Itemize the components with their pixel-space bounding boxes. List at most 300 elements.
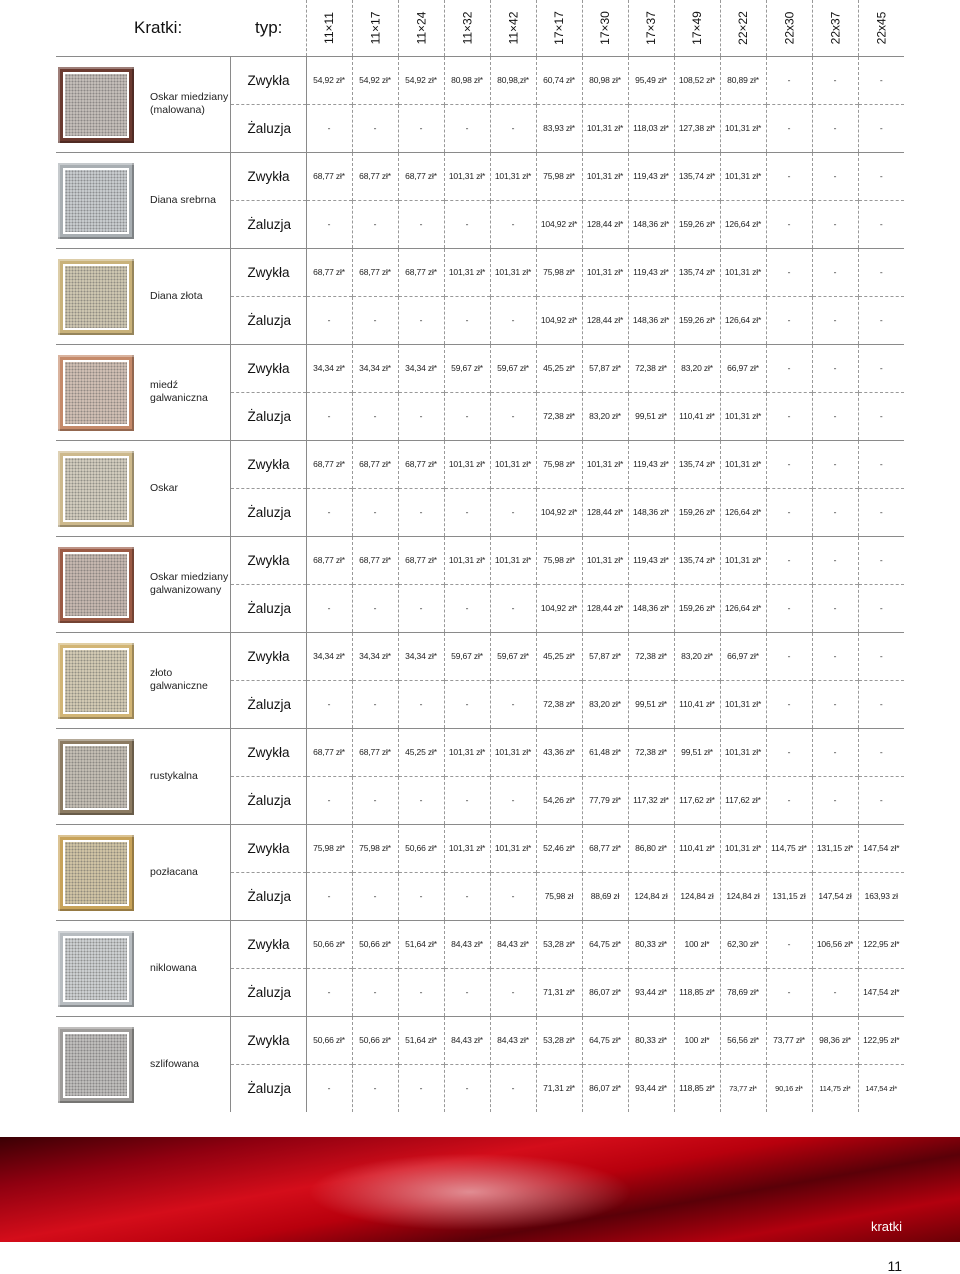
price-cell: - xyxy=(490,968,536,1016)
price-cell: - xyxy=(444,968,490,1016)
price-cell: 135,74 zł* xyxy=(674,440,720,488)
grille-mesh xyxy=(65,266,127,328)
price-cell: 101,31 zł* xyxy=(490,248,536,296)
price-cell: 93,44 zł* xyxy=(628,968,674,1016)
grille-type-label: Zwykła xyxy=(230,1016,306,1064)
price-cell: - xyxy=(812,968,858,1016)
price-cell: 34,34 zł* xyxy=(398,632,444,680)
price-cell: 34,34 zł* xyxy=(352,632,398,680)
size-header: 11×17 xyxy=(352,0,398,56)
product-name: Oskar miedziany (malowana) xyxy=(138,56,230,152)
price-cell: 104,92 zł* xyxy=(536,200,582,248)
price-cell: 159,26 zł* xyxy=(674,584,720,632)
price-cell: 104,92 zł* xyxy=(536,584,582,632)
price-cell: 68,77 zł* xyxy=(306,248,352,296)
price-cell: 86,07 zł* xyxy=(582,968,628,1016)
price-cell: - xyxy=(766,248,812,296)
price-cell: 45,25 zł* xyxy=(536,632,582,680)
price-cell: - xyxy=(766,488,812,536)
price-cell: - xyxy=(766,536,812,584)
price-cell: - xyxy=(766,680,812,728)
price-cell: - xyxy=(352,392,398,440)
price-cell: - xyxy=(306,584,352,632)
price-cell: 101,31 zł* xyxy=(444,248,490,296)
price-cell: 95,49 zł* xyxy=(628,56,674,104)
price-cell: 53,28 zł* xyxy=(536,920,582,968)
price-cell: - xyxy=(766,968,812,1016)
price-cell: 84,43 zł* xyxy=(490,920,536,968)
price-cell: 68,77 zł* xyxy=(398,440,444,488)
grille-mesh xyxy=(65,554,127,616)
price-cell: - xyxy=(398,776,444,824)
price-cell: 50,66 zł* xyxy=(306,1016,352,1064)
price-cell: 101,31 zł* xyxy=(444,152,490,200)
price-cell: - xyxy=(858,296,904,344)
price-cell: 68,77 zł* xyxy=(306,152,352,200)
grille-type-label: Zwykła xyxy=(230,632,306,680)
price-cell: 59,67 zł* xyxy=(490,632,536,680)
price-cell: 73,77 zł* xyxy=(720,1064,766,1112)
price-cell: 101,31 zł* xyxy=(720,248,766,296)
price-cell: 68,77 zł* xyxy=(398,536,444,584)
price-cell: 73,77 zł* xyxy=(766,1016,812,1064)
price-cell: 88,69 zł xyxy=(582,872,628,920)
price-cell: 122,95 zł* xyxy=(858,1016,904,1064)
price-cell: - xyxy=(812,56,858,104)
price-cell: 50,66 zł* xyxy=(352,1016,398,1064)
price-cell: 68,77 zł* xyxy=(352,152,398,200)
grille-type-label: Zwykła xyxy=(230,824,306,872)
price-cell: 148,36 zł* xyxy=(628,584,674,632)
price-cell: 57,87 zł* xyxy=(582,632,628,680)
grille-mesh xyxy=(65,746,127,808)
price-cell: - xyxy=(490,392,536,440)
table-row xyxy=(56,536,904,584)
price-cell: 126,64 zł* xyxy=(720,584,766,632)
price-cell: - xyxy=(398,104,444,152)
grille-mesh xyxy=(65,1034,127,1096)
price-cell: 54,26 zł* xyxy=(536,776,582,824)
size-header: 11×42 xyxy=(490,0,536,56)
price-cell: - xyxy=(398,872,444,920)
price-cell: 124,84 zł xyxy=(720,872,766,920)
product-thumbnail-cell xyxy=(56,344,138,440)
price-cell: 72,38 zł* xyxy=(628,344,674,392)
price-cell: 59,67 zł* xyxy=(444,344,490,392)
price-cell: 101,31 zł* xyxy=(490,536,536,584)
type-header: typ: xyxy=(255,17,283,37)
price-cell: - xyxy=(306,296,352,344)
price-cell: 43,36 zł* xyxy=(536,728,582,776)
price-cell: 84,43 zł* xyxy=(444,920,490,968)
price-cell: 34,34 zł* xyxy=(352,344,398,392)
grille-type-label: Żaluzja xyxy=(230,104,306,152)
grille-mesh xyxy=(65,842,127,904)
price-cell: - xyxy=(444,680,490,728)
product-thumbnail-cell xyxy=(56,728,138,824)
price-cell: 104,92 zł* xyxy=(536,488,582,536)
price-cell: 57,87 zł* xyxy=(582,344,628,392)
price-cell: - xyxy=(766,200,812,248)
price-cell: 80,33 zł* xyxy=(628,1016,674,1064)
size-header: 11×11 xyxy=(306,0,352,56)
grille-type-label: Żaluzja xyxy=(230,968,306,1016)
price-cell: 51,64 zł* xyxy=(398,1016,444,1064)
price-cell: - xyxy=(398,296,444,344)
price-cell: - xyxy=(766,728,812,776)
price-cell: 72,38 zł* xyxy=(628,632,674,680)
price-cell: - xyxy=(352,200,398,248)
price-cell: 135,74 zł* xyxy=(674,536,720,584)
product-image xyxy=(58,163,134,239)
price-cell: 62,30 zł* xyxy=(720,920,766,968)
price-cell: 34,34 zł* xyxy=(398,344,444,392)
price-cell: 101,31 zł* xyxy=(444,824,490,872)
product-name: Oskar miedziany galwanizowany xyxy=(138,536,230,632)
price-cell: - xyxy=(858,632,904,680)
price-cell: - xyxy=(858,776,904,824)
price-cell: 66,97 zł* xyxy=(720,632,766,680)
price-cell: - xyxy=(766,920,812,968)
size-header: 22x30 xyxy=(766,0,812,56)
price-cell: - xyxy=(812,296,858,344)
price-cell: 68,77 zł* xyxy=(582,824,628,872)
price-cell: 135,74 zł* xyxy=(674,248,720,296)
price-cell: 101,31 zł* xyxy=(490,728,536,776)
price-cell: 118,85 zł* xyxy=(674,1064,720,1112)
price-cell: - xyxy=(352,872,398,920)
price-cell: 72,38 zł* xyxy=(628,728,674,776)
price-cell: - xyxy=(352,968,398,1016)
product-thumbnail-cell xyxy=(56,440,138,536)
table-row xyxy=(56,728,904,776)
product-thumbnail-cell xyxy=(56,824,138,920)
price-cell: - xyxy=(812,680,858,728)
price-cell: - xyxy=(444,392,490,440)
price-cell: - xyxy=(858,584,904,632)
price-cell: 75,98 zł xyxy=(536,872,582,920)
price-cell: - xyxy=(306,392,352,440)
price-cell: 59,67 zł* xyxy=(490,344,536,392)
size-header: 17×37 xyxy=(628,0,674,56)
price-cell: - xyxy=(306,200,352,248)
grille-type-label: Żaluzja xyxy=(230,776,306,824)
price-cell: 101,31 zł* xyxy=(582,248,628,296)
price-table xyxy=(56,0,904,1112)
price-cell: 84,43 zł* xyxy=(444,1016,490,1064)
price-cell: 101,31 zł* xyxy=(444,728,490,776)
price-cell: 101,31 zł* xyxy=(582,536,628,584)
price-cell: - xyxy=(858,56,904,104)
table-row xyxy=(56,152,904,200)
grille-type-label: Żaluzja xyxy=(230,488,306,536)
product-image xyxy=(58,931,134,1007)
price-cell: 68,77 zł* xyxy=(306,728,352,776)
price-cell: 54,92 zł* xyxy=(306,56,352,104)
product-image xyxy=(58,835,134,911)
product-thumbnail-cell xyxy=(56,536,138,632)
price-cell: - xyxy=(858,680,904,728)
price-cell: - xyxy=(444,296,490,344)
price-cell: 126,64 zł* xyxy=(720,488,766,536)
product-name: pozłacana xyxy=(138,824,230,920)
price-cell: - xyxy=(766,584,812,632)
table-row xyxy=(56,920,904,968)
price-cell: 83,20 zł* xyxy=(674,344,720,392)
price-cell: 75,98 zł* xyxy=(536,440,582,488)
price-cell: 83,93 zł* xyxy=(536,104,582,152)
price-cell: 45,25 zł* xyxy=(398,728,444,776)
price-cell: 128,44 zł* xyxy=(582,584,628,632)
price-cell: - xyxy=(352,104,398,152)
price-cell: 124,84 zł xyxy=(628,872,674,920)
price-cell: 101,31 zł* xyxy=(582,152,628,200)
price-cell: - xyxy=(858,728,904,776)
price-cell: 101,31 zł* xyxy=(720,680,766,728)
price-cell: - xyxy=(398,680,444,728)
product-image xyxy=(58,739,134,815)
price-cell: 131,15 zł* xyxy=(812,824,858,872)
grille-type-label: Żaluzja xyxy=(230,200,306,248)
grille-type-label: Zwykła xyxy=(230,728,306,776)
price-cell: 83,20 zł* xyxy=(582,680,628,728)
price-cell: 117,32 zł* xyxy=(628,776,674,824)
price-cell: 80,98,zł* xyxy=(490,56,536,104)
price-cell: 86,07 zł* xyxy=(582,1064,628,1112)
price-cell: 78,69 zł* xyxy=(720,968,766,1016)
price-cell: - xyxy=(812,104,858,152)
price-cell: 127,38 zł* xyxy=(674,104,720,152)
price-cell: 106,56 zł* xyxy=(812,920,858,968)
grille-type-label: Żaluzja xyxy=(230,680,306,728)
price-cell: 99,51 zł* xyxy=(628,680,674,728)
price-cell: 147,54 zł* xyxy=(858,968,904,1016)
price-cell: 83,20 zł* xyxy=(674,632,720,680)
price-cell: 131,15 zł xyxy=(766,872,812,920)
price-cell: - xyxy=(766,440,812,488)
price-cell: 100 zł* xyxy=(674,1016,720,1064)
price-cell: 60,74 zł* xyxy=(536,56,582,104)
size-header: 22x45 xyxy=(858,0,904,56)
grille-type-label: Zwykła xyxy=(230,344,306,392)
price-cell: - xyxy=(858,536,904,584)
price-cell: - xyxy=(398,392,444,440)
table-row xyxy=(56,56,904,104)
price-cell: 64,75 zł* xyxy=(582,920,628,968)
price-cell: 101,31 zł* xyxy=(720,536,766,584)
price-cell: - xyxy=(444,488,490,536)
price-cell: - xyxy=(490,584,536,632)
price-cell: 59,67 zł* xyxy=(444,632,490,680)
price-cell: 101,31 zł* xyxy=(720,392,766,440)
product-name: miedź galwaniczna xyxy=(138,344,230,440)
price-cell: 119,43 zł* xyxy=(628,152,674,200)
price-cell: 61,48 zł* xyxy=(582,728,628,776)
product-name: rustykalna xyxy=(138,728,230,824)
table-row xyxy=(56,440,904,488)
table-row xyxy=(56,1016,904,1064)
price-cell: 148,36 zł* xyxy=(628,296,674,344)
price-cell: 34,34 zł* xyxy=(306,344,352,392)
price-cell: - xyxy=(490,680,536,728)
price-cell: 104,92 zł* xyxy=(536,296,582,344)
price-cell: - xyxy=(352,1064,398,1112)
price-cell: 117,62 zł* xyxy=(720,776,766,824)
price-cell: - xyxy=(352,296,398,344)
grille-mesh xyxy=(65,362,127,424)
price-cell: 72,38 zł* xyxy=(536,680,582,728)
grille-type-label: Żaluzja xyxy=(230,392,306,440)
price-cell: 52,46 zł* xyxy=(536,824,582,872)
price-cell: - xyxy=(306,104,352,152)
price-cell: - xyxy=(398,584,444,632)
price-cell: - xyxy=(398,488,444,536)
price-cell: 122,95 zł* xyxy=(858,920,904,968)
price-cell: - xyxy=(352,488,398,536)
header-row xyxy=(56,0,904,56)
product-name: Oskar xyxy=(138,440,230,536)
price-cell: 99,51 zł* xyxy=(628,392,674,440)
price-cell: 71,31 zł* xyxy=(536,1064,582,1112)
price-cell: - xyxy=(490,104,536,152)
price-cell: 119,43 zł* xyxy=(628,248,674,296)
price-cell: - xyxy=(812,584,858,632)
price-cell: - xyxy=(812,488,858,536)
price-cell: - xyxy=(444,776,490,824)
price-cell: - xyxy=(766,776,812,824)
price-cell: 80,33 zł* xyxy=(628,920,674,968)
price-cell: - xyxy=(490,1064,536,1112)
price-cell: - xyxy=(812,776,858,824)
product-thumbnail-cell xyxy=(56,1016,138,1112)
grille-type-label: Zwykła xyxy=(230,56,306,104)
price-cell: 72,38 zł* xyxy=(536,392,582,440)
price-cell: 124,84 zł xyxy=(674,872,720,920)
price-cell: - xyxy=(812,632,858,680)
product-image xyxy=(58,355,134,431)
price-cell: 128,44 zł* xyxy=(582,296,628,344)
price-cell: - xyxy=(306,680,352,728)
price-cell: 110,41 zł* xyxy=(674,824,720,872)
price-cell: - xyxy=(812,392,858,440)
price-cell: - xyxy=(766,392,812,440)
price-cell: 101,31 zł* xyxy=(720,440,766,488)
price-cell: 50,66 zł* xyxy=(352,920,398,968)
price-cell: 77,79 zł* xyxy=(582,776,628,824)
price-cell: 100 zł* xyxy=(674,920,720,968)
table-row xyxy=(56,824,904,872)
price-cell: 86,80 zł* xyxy=(628,824,674,872)
price-cell: 163,93 zł xyxy=(858,872,904,920)
grille-type-label: Zwykła xyxy=(230,920,306,968)
price-cell: 68,77 zł* xyxy=(352,728,398,776)
size-header: 22×22 xyxy=(720,0,766,56)
price-cell: - xyxy=(858,392,904,440)
price-cell: 110,41 zł* xyxy=(674,392,720,440)
price-cell: - xyxy=(812,152,858,200)
table-row xyxy=(56,344,904,392)
price-cell: 148,36 zł* xyxy=(628,200,674,248)
size-header: 11×32 xyxy=(444,0,490,56)
price-cell: 68,77 zł* xyxy=(306,536,352,584)
price-cell: 54,92 zł* xyxy=(352,56,398,104)
price-cell: 84,43 zł* xyxy=(490,1016,536,1064)
price-cell: - xyxy=(306,872,352,920)
price-cell: 101,31 zł* xyxy=(720,824,766,872)
price-cell: 68,77 zł* xyxy=(352,440,398,488)
price-cell: - xyxy=(306,1064,352,1112)
price-cell: 90,16 zł* xyxy=(766,1064,812,1112)
price-cell: 54,92 zł* xyxy=(398,56,444,104)
price-cell: 118,03 zł* xyxy=(628,104,674,152)
price-cell: - xyxy=(306,968,352,1016)
price-cell: - xyxy=(766,56,812,104)
price-cell: 101,31 zł* xyxy=(444,536,490,584)
size-header: 17×17 xyxy=(536,0,582,56)
price-cell: 114,75 zł* xyxy=(766,824,812,872)
grille-type-label: Żaluzja xyxy=(230,584,306,632)
price-cell: 101,31 zł* xyxy=(720,104,766,152)
price-cell: 50,66 zł* xyxy=(398,824,444,872)
price-cell: 68,77 zł* xyxy=(398,152,444,200)
price-cell: - xyxy=(306,776,352,824)
price-cell: - xyxy=(444,1064,490,1112)
grille-mesh xyxy=(65,938,127,1000)
product-image xyxy=(58,1027,134,1103)
product-name: Diana złota xyxy=(138,248,230,344)
price-cell: 159,26 zł* xyxy=(674,200,720,248)
footer-band xyxy=(0,1137,960,1242)
price-cell: 64,75 zł* xyxy=(582,1016,628,1064)
price-cell: - xyxy=(812,248,858,296)
price-cell: - xyxy=(858,248,904,296)
size-header: 17×30 xyxy=(582,0,628,56)
price-cell: 98,36 zł* xyxy=(812,1016,858,1064)
price-cell: 75,98 zł* xyxy=(352,824,398,872)
price-cell: - xyxy=(766,152,812,200)
price-cell: 80,98 zł* xyxy=(582,56,628,104)
price-cell: 68,77 zł* xyxy=(352,248,398,296)
price-cell: 75,98 zł* xyxy=(536,248,582,296)
price-cell: 53,28 zł* xyxy=(536,1016,582,1064)
price-cell: 147,54 zł* xyxy=(858,1064,904,1112)
product-thumbnail-cell xyxy=(56,632,138,728)
size-header: 17×49 xyxy=(674,0,720,56)
price-cell: - xyxy=(766,296,812,344)
price-cell: - xyxy=(352,776,398,824)
price-cell: - xyxy=(766,632,812,680)
price-cell: - xyxy=(766,344,812,392)
price-cell: 101,31 zł* xyxy=(582,440,628,488)
grille-type-label: Zwykła xyxy=(230,440,306,488)
footer-label: kratki xyxy=(870,1219,902,1234)
product-image xyxy=(58,259,134,335)
price-cell: - xyxy=(444,104,490,152)
price-cell: 108,52 zł* xyxy=(674,56,720,104)
price-cell: 50,66 zł* xyxy=(306,920,352,968)
size-header: 11×24 xyxy=(398,0,444,56)
price-cell: - xyxy=(490,776,536,824)
product-image xyxy=(58,643,134,719)
price-cell: 114,75 zł* xyxy=(812,1064,858,1112)
price-cell: - xyxy=(490,872,536,920)
price-cell: 147,54 zł xyxy=(812,872,858,920)
grille-type-label: Żaluzja xyxy=(230,296,306,344)
price-cell: - xyxy=(490,296,536,344)
price-cell: 80,89 zł* xyxy=(720,56,766,104)
price-cell: - xyxy=(858,344,904,392)
price-cell: 148,36 zł* xyxy=(628,488,674,536)
